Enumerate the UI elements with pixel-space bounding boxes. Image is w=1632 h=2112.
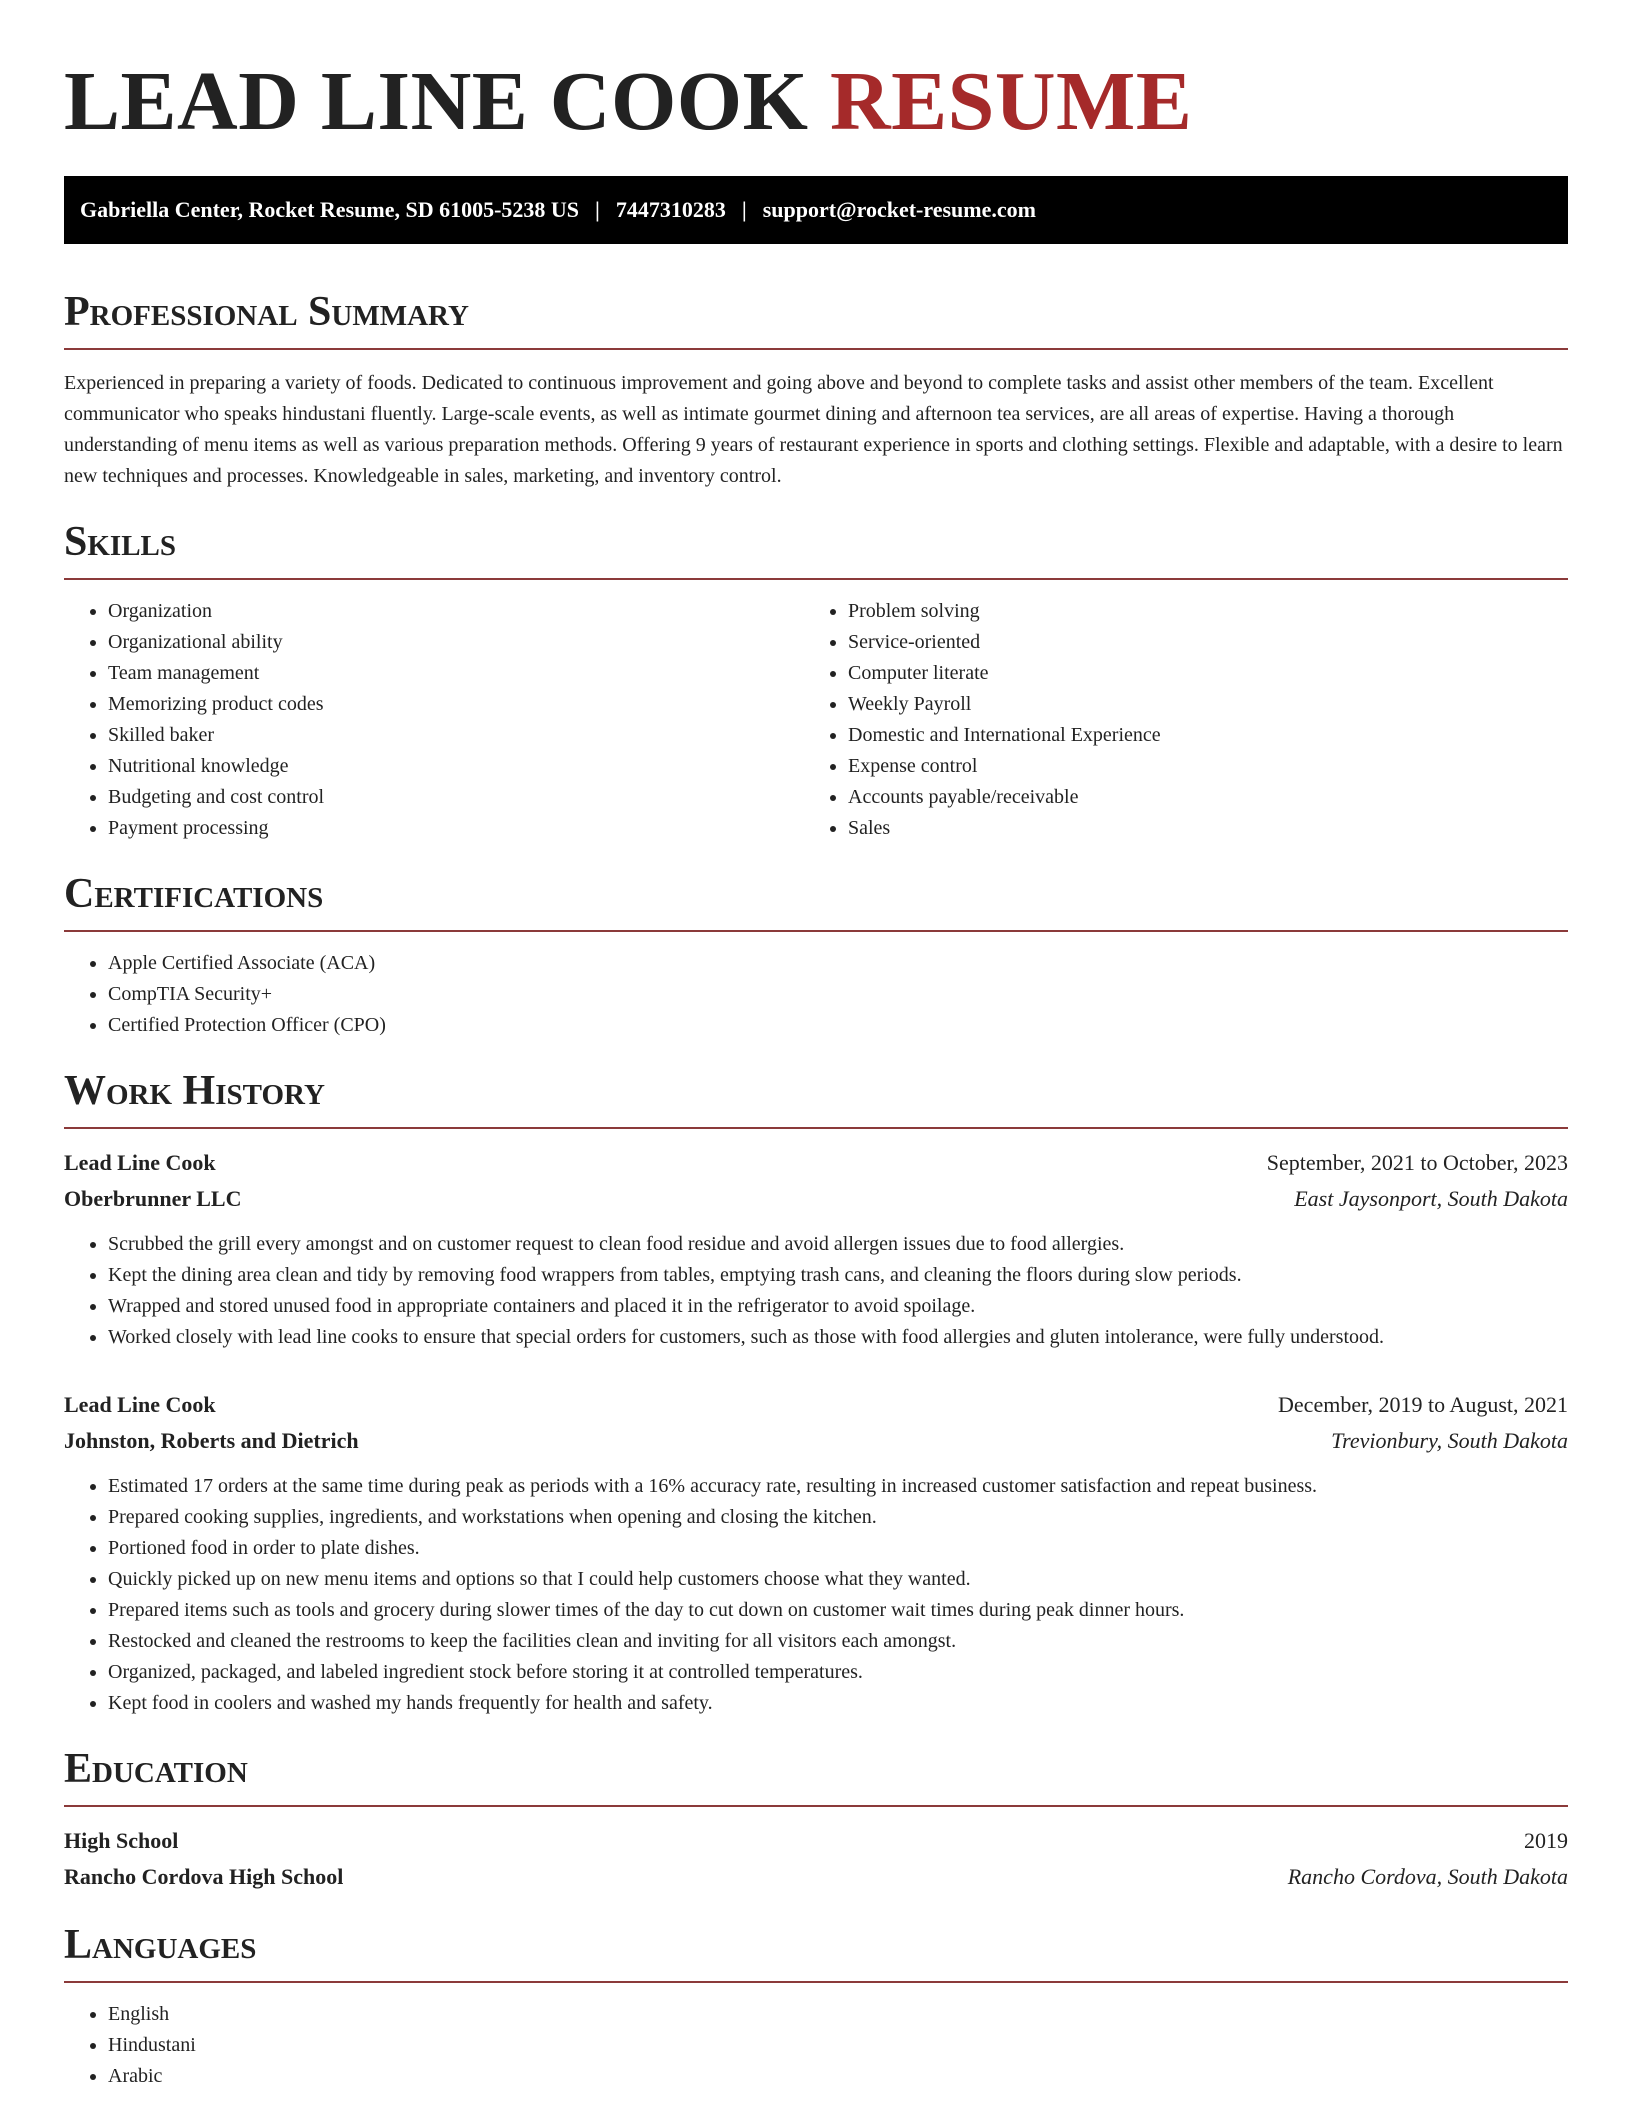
- work-history-heading: Work History: [64, 1068, 325, 1114]
- summary-section: [64, 288, 1568, 492]
- job-duty: • Organized, packaged, and labeled ingredient stock before storing it at controlled temperatures.: [108, 1657, 1568, 1688]
- education-degree: High School: [64, 1828, 179, 1853]
- education-year: 2019: [1524, 1828, 1568, 1853]
- job-duty: • Kept food in coolers and washed my hands frequently for health and safety.: [108, 1688, 1568, 1719]
- work-history-section: [64, 1067, 1568, 1719]
- certifications-heading: Certifications: [64, 871, 324, 917]
- certification-item: • CompTIA Security+: [108, 979, 1568, 1010]
- skills-column-right: [804, 596, 1544, 844]
- education-school-row: [64, 1859, 1568, 1895]
- job-location: Trevionbury, South Dakota: [1331, 1428, 1568, 1453]
- skill-item: • Accounts payable/receivable: [848, 782, 1544, 813]
- job-entry: [64, 1387, 1568, 1719]
- language-item: • Hindustani: [108, 2030, 1568, 2061]
- skill-item: • Memorizing product codes: [108, 689, 804, 720]
- job-company: Johnston, Roberts and Dietrich: [64, 1428, 359, 1453]
- job-title: Lead Line Cook: [64, 1392, 216, 1417]
- job-company: Oberbrunner LLC: [64, 1186, 242, 1211]
- contact-address: Gabriella Center, Rocket Resume, SD 61005-5238 US: [80, 197, 580, 222]
- education-school: Rancho Cordova High School: [64, 1864, 344, 1889]
- skill-item: • Service-oriented: [848, 627, 1544, 658]
- job-header-row: [64, 1387, 1568, 1423]
- skill-item: • Expense control: [848, 751, 1544, 782]
- title-main: LEAD LINE COOK: [64, 55, 809, 148]
- summary-text: Experienced in preparing a variety of foods. Dedicated to continuous improvement and going above and beyond to complete tasks and assist other members of the team. Excellent communicator who speaks hindustani fluently. Large-scale events, as well as intimate gourmet dining and afternoon tea services, are all areas of expertise. Having a thorough understanding of menu items as well as various preparation methods. Offering 9 years of restaurant experience in sports and clothing settings. Flexible and adaptable, with a desire to learn new techniques and processes. Knowledgeable in sales, marketing, and inventory control.: [64, 372, 1563, 487]
- languages-section: [64, 1921, 1568, 2092]
- job-company-row: [64, 1181, 1568, 1217]
- section-divider: [64, 578, 1568, 580]
- skills-column-left: [64, 596, 804, 844]
- resume-title: [64, 0, 1568, 150]
- skill-item: • Organization: [108, 596, 804, 627]
- certification-item: • Apple Certified Associate (ACA): [108, 948, 1568, 979]
- job-duty: • Restocked and cleaned the restrooms to keep the facilities clean and inviting for all visitors each amongst.: [108, 1626, 1568, 1657]
- skill-item: • Computer literate: [848, 658, 1544, 689]
- job-duty: • Portioned food in order to plate dishes.: [108, 1533, 1568, 1564]
- job-duty: • Prepared cooking supplies, ingredients, and workstations when opening and closing the kitchen.: [108, 1502, 1568, 1533]
- education-entry: [64, 1823, 1568, 1895]
- section-divider: [64, 1805, 1568, 1807]
- education-location: Rancho Cordova, South Dakota: [1287, 1864, 1568, 1889]
- job-dates: December, 2019 to August, 2021: [1278, 1392, 1568, 1417]
- job-duty: • Kept the dining area clean and tidy by removing food wrappers from tables, emptying trash cans, and cleaning the floors during slow periods.: [108, 1260, 1568, 1291]
- education-section: [64, 1745, 1568, 1895]
- summary-heading: Professional Summary: [64, 289, 469, 335]
- job-duties-list: [64, 1229, 1568, 1353]
- skills-list-left: [64, 596, 804, 844]
- section-divider: [64, 348, 1568, 350]
- job-duty: • Scrubbed the grill every amongst and on customer request to clean food residue and avoid allergen issues due to food allergies.: [108, 1229, 1568, 1260]
- section-divider: [64, 930, 1568, 932]
- contact-bar: [64, 176, 1568, 244]
- job-duty: • Wrapped and stored unused food in appropriate containers and placed it in the refrigerator to avoid spoilage.: [108, 1291, 1568, 1322]
- education-degree-row: [64, 1823, 1568, 1859]
- skill-item: • Sales: [848, 813, 1544, 844]
- languages-list: [64, 1999, 1568, 2092]
- section-divider: [64, 1127, 1568, 1129]
- certification-item: • Certified Protection Officer (CPO): [108, 1010, 1568, 1041]
- job-company-row: [64, 1423, 1568, 1459]
- title-accent: RESUME: [829, 55, 1193, 148]
- skill-item: • Domestic and International Experience: [848, 720, 1544, 751]
- contact-phone: 7447310283: [615, 197, 726, 222]
- certifications-section: [64, 870, 1568, 1041]
- contact-separator: |: [741, 197, 747, 222]
- skill-item: • Budgeting and cost control: [108, 782, 804, 813]
- skills-grid: [64, 596, 1568, 844]
- job-duty: • Estimated 17 orders at the same time during peak as periods with a 16% accuracy rate, resulting in increased customer satisfaction and repeat business.: [108, 1471, 1568, 1502]
- job-entry: [64, 1145, 1568, 1353]
- job-dates: September, 2021 to October, 2023: [1266, 1150, 1568, 1175]
- skill-item: • Nutritional knowledge: [108, 751, 804, 782]
- skills-list-right: [804, 596, 1544, 844]
- language-item: • Arabic: [108, 2061, 1568, 2092]
- skill-item: • Problem solving: [848, 596, 1544, 627]
- contact-separator: |: [595, 197, 600, 222]
- job-location: East Jaysonport, South Dakota: [1294, 1186, 1568, 1211]
- skills-section: [64, 518, 1568, 844]
- languages-heading: Languages: [64, 1922, 257, 1968]
- skill-item: • Team management: [108, 658, 804, 689]
- job-title: Lead Line Cook: [64, 1150, 216, 1175]
- job-duty: • Quickly picked up on new menu items and options so that I could help customers choose what they wanted.: [108, 1564, 1568, 1595]
- certifications-list: [64, 948, 1568, 1041]
- skills-heading: Skills: [64, 519, 177, 565]
- language-item: • English: [108, 1999, 1568, 2030]
- job-duties-list: [64, 1471, 1568, 1719]
- skill-item: • Organizational ability: [108, 627, 804, 658]
- skill-item: • Skilled baker: [108, 720, 804, 751]
- skill-item: • Payment processing: [108, 813, 804, 844]
- skill-item: • Weekly Payroll: [848, 689, 1544, 720]
- job-duty: • Worked closely with lead line cooks to ensure that special orders for customers, such as those with food allergies and gluten intolerance, were fully understood.: [108, 1322, 1568, 1353]
- job-header-row: [64, 1145, 1568, 1181]
- section-divider: [64, 1981, 1568, 1983]
- education-heading: Education: [64, 1746, 248, 1792]
- contact-email: support@rocket-resume.com: [762, 197, 1036, 222]
- job-duty: • Prepared items such as tools and grocery during slower times of the day to cut down on customer wait times during peak dinner hours.: [108, 1595, 1568, 1626]
